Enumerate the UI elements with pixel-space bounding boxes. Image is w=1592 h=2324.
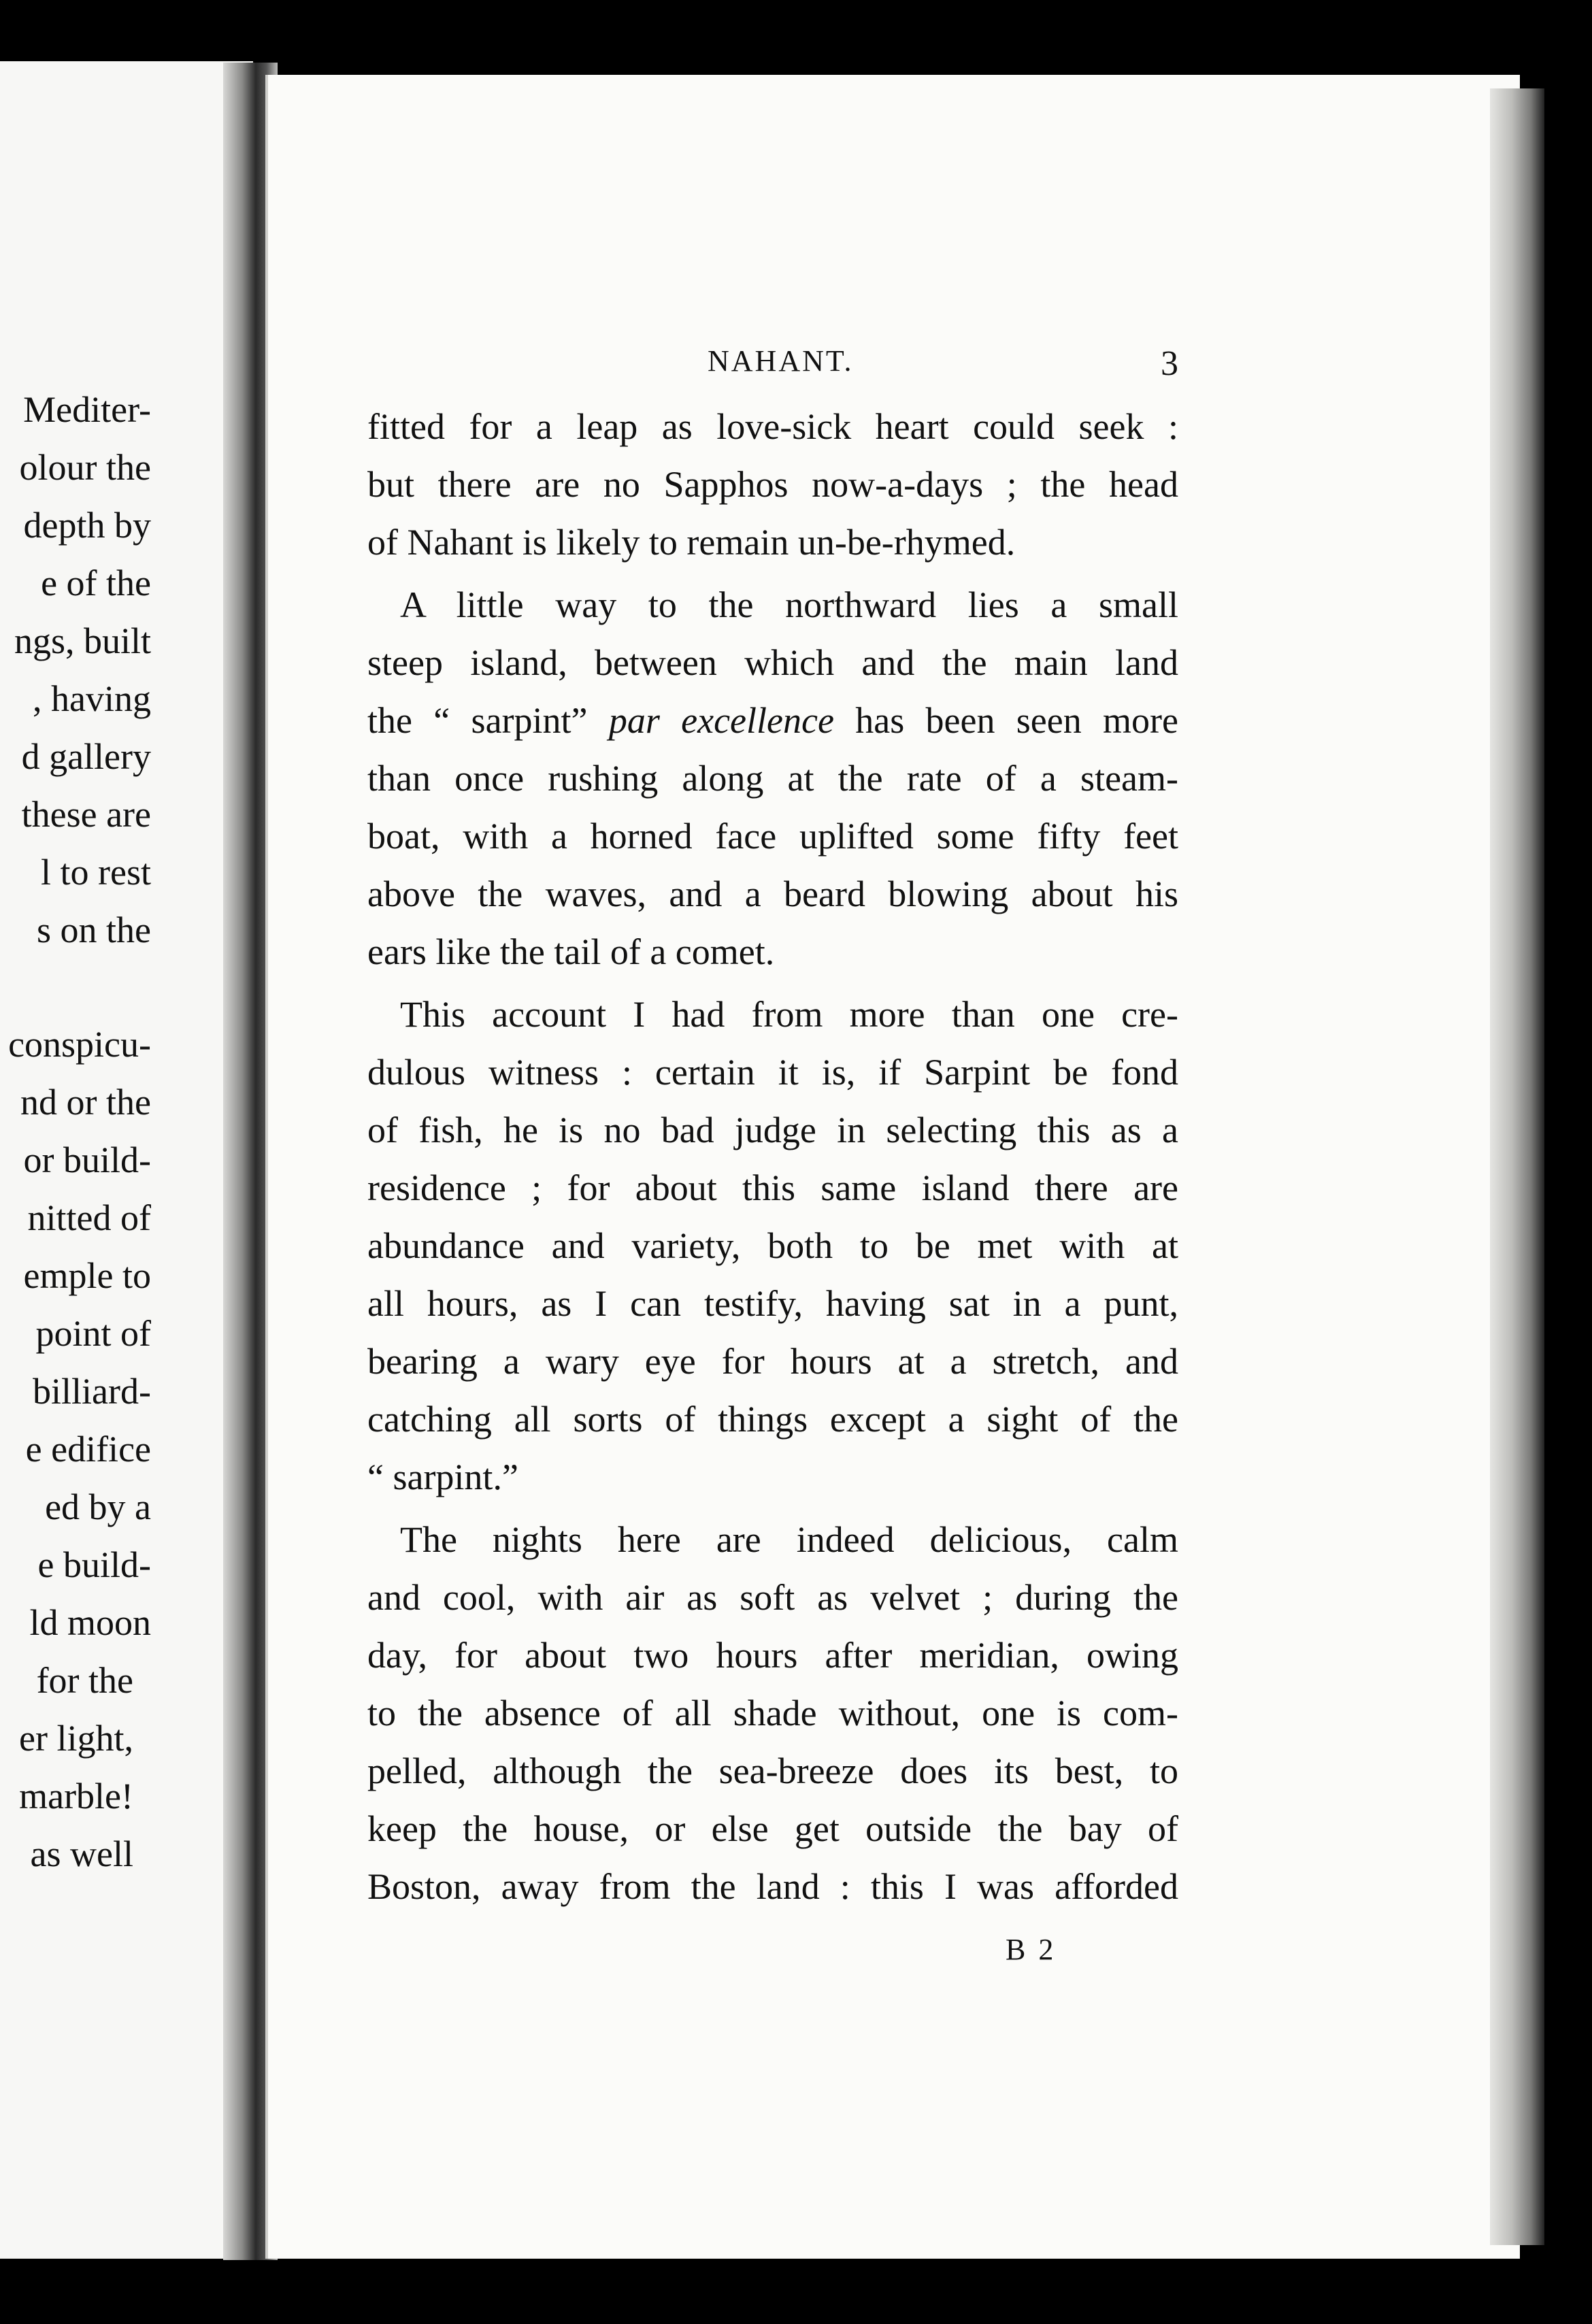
- left-page-line: nitted of: [27, 1197, 151, 1238]
- left-page-line: olour the: [19, 447, 151, 488]
- left-page-line: e of the: [41, 563, 151, 603]
- text-line: [367, 1227, 1178, 1264]
- text-line: [367, 1810, 1178, 1847]
- text-line: [367, 1868, 1178, 1905]
- text-line: [367, 644, 1178, 681]
- text-line-content: but there are no Sapphos now-a-days ; the head: [367, 464, 1178, 505]
- text-line: [367, 586, 1178, 623]
- text-line: [367, 1285, 1178, 1322]
- text-line-content: than once rushing along at the rate of a steam-: [367, 758, 1178, 799]
- text-line: [367, 1579, 1178, 1616]
- left-page-line: , having: [33, 678, 151, 719]
- text-line-content: “ sarpint.”: [367, 1457, 518, 1497]
- left-page-line: emple to: [23, 1255, 151, 1296]
- text-line: [367, 760, 1178, 797]
- text-line: [367, 408, 1178, 445]
- left-page-line: ld moon: [29, 1602, 151, 1643]
- page-number: 3: [1161, 344, 1178, 383]
- text-line-content: The nights here are indeed delicious, calm: [400, 1519, 1178, 1560]
- text-line: [367, 1401, 1178, 1438]
- text-line: [367, 1750, 1178, 1791]
- text-line-content: all hours, as I can testify, having sat in a punt,: [367, 1283, 1178, 1324]
- left-page-line: Mediter-: [23, 389, 151, 430]
- text-line-content: pelled, although the sea-breeze does its best, to: [367, 1750, 1178, 1791]
- text-line: [367, 1459, 518, 1495]
- text-line: [367, 702, 1178, 739]
- left-page-line: e build-: [37, 1544, 151, 1585]
- running-head: NAHANT.: [708, 344, 854, 378]
- left-page-line: conspicu-: [8, 1024, 151, 1065]
- text-line: [367, 466, 1178, 503]
- left-page-line: point of: [35, 1313, 151, 1354]
- text-line-content: steep island, between which and the main land: [367, 642, 1178, 683]
- left-facing-page: [0, 61, 253, 2259]
- left-page-line: er light,: [19, 1718, 133, 1759]
- italic-phrase: par excellence: [608, 700, 834, 741]
- left-page-line: or build-: [23, 1140, 151, 1180]
- left-page-line: ngs, built: [14, 620, 151, 661]
- left-page-line: s on the: [37, 910, 151, 950]
- body-text: [367, 408, 1184, 1932]
- left-page-line: l to rest: [41, 852, 151, 893]
- left-page-line: nd or the: [20, 1082, 151, 1123]
- text-line-content: abundance and variety, both to be met with at: [367, 1225, 1178, 1266]
- text-line-continuation: has been seen more: [833, 700, 1178, 741]
- text-line-content: day, for about two hours after meridian, owing: [367, 1635, 1178, 1676]
- text-line: [367, 1343, 1178, 1380]
- text-line-content: fitted for a leap as love-sick heart could seek :: [367, 406, 1178, 447]
- left-page-line: d gallery: [21, 736, 151, 777]
- left-page-line: ed by a: [45, 1487, 151, 1527]
- text-line: [367, 876, 1178, 912]
- text-line-content: keep the house, or else get outside the bay of: [367, 1808, 1178, 1849]
- text-line-content: and cool, with air as soft as velvet ; during the: [367, 1577, 1178, 1618]
- left-page-line: these are: [21, 794, 151, 835]
- text-line: [367, 1695, 1178, 1731]
- text-line-content: residence ; for about this same island there are: [367, 1167, 1178, 1208]
- text-line-content: A little way to the northward lies a small: [400, 584, 1178, 625]
- text-line-content: This account I had from more than one cre-: [400, 994, 1178, 1035]
- left-page-line: marble!: [19, 1776, 133, 1816]
- left-page-line: billiard-: [33, 1371, 151, 1412]
- text-line: [367, 816, 1178, 857]
- text-line: [367, 996, 1178, 1033]
- text-line: [367, 1637, 1178, 1674]
- text-line-content: Boston, away from the land : this I was afforded: [367, 1866, 1178, 1907]
- left-page-line: as well: [30, 1833, 133, 1874]
- text-line-content: bearing a wary eye for hours at a stretch, and: [367, 1341, 1178, 1382]
- text-line-content: to the absence of all shade without, one is com-: [367, 1693, 1178, 1733]
- text-line-content: the “ sarpint”: [367, 700, 609, 741]
- text-line-content: ears like the tail of a comet.: [367, 931, 775, 972]
- text-line-content: catching all sorts of things except a sight of the: [367, 1399, 1178, 1440]
- text-line-content: dulous witness : certain it is, if Sarpint be fond: [367, 1052, 1178, 1093]
- left-page-line: e edifice: [25, 1429, 151, 1470]
- signature-mark: B 2: [1006, 1933, 1057, 1966]
- text-line-content: of Nahant is likely to remain un-be-rhymed.: [367, 522, 1016, 563]
- text-line: [367, 933, 774, 970]
- text-line: [367, 1054, 1178, 1091]
- text-line-content: above the waves, and a beard blowing about his: [367, 874, 1178, 914]
- left-page-line: for the: [36, 1660, 133, 1701]
- text-line: [367, 1112, 1178, 1148]
- text-line: [367, 524, 1015, 561]
- left-page-line: depth by: [23, 505, 151, 546]
- page-edge-shadow: [1490, 88, 1544, 2245]
- text-line: [367, 1169, 1178, 1206]
- text-line-content: of fish, he is no bad judge in selecting this as a: [367, 1110, 1178, 1150]
- text-line-content: boat, with a horned face uplifted some fifty feet: [367, 816, 1178, 857]
- text-line: [367, 1521, 1178, 1558]
